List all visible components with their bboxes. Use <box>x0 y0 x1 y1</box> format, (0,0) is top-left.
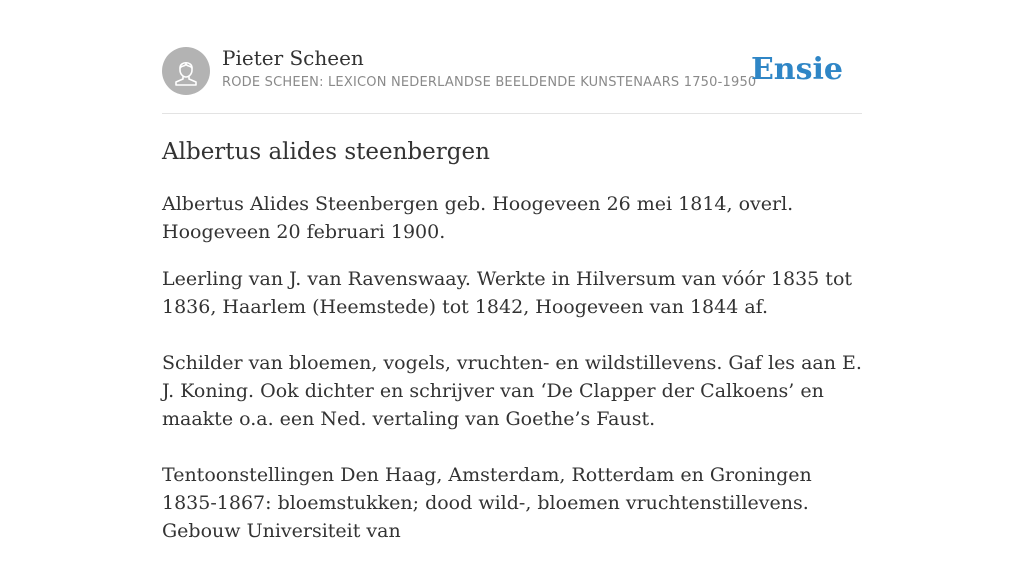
article-body <box>162 190 862 564</box>
author-avatar[interactable] <box>162 47 210 95</box>
header-divider <box>162 113 862 114</box>
author-name[interactable]: Pieter Scheen <box>222 46 364 70</box>
article-header <box>162 46 862 96</box>
body-paragraph: Leerling van J. van Ravenswaay. Werkte in Hilversum van vóór 1835 tot 1836, Haarlem (Heemstede) tot 1842, Hoogeveen van 1844 af. <box>162 268 853 318</box>
body-paragraph: Albertus Alides Steenbergen geb. Hoogeveen 26 mei 1814, overl. Hoogeveen 20 februari 1900. <box>162 193 794 243</box>
article-title: Albertus alides steenbergen <box>162 139 490 165</box>
body-paragraph: Schilder van bloemen, vogels, vruchten- en wildstillevens. Gaf les aan E. J. Koning. Ook dichter en schrijver van ‘De Clapper der Calkoens’ en maakte o.a. een Ned. vertaling van Goethe’s Faust. <box>162 352 862 430</box>
body-paragraph: Tentoonstellingen Den Haag, Amsterdam, Rotterdam en Groningen 1835-1867: bloemstukken; dood wild-, bloemen vruchtenstillevens. Gebouw Universiteit van <box>162 464 812 542</box>
ensie-logo[interactable]: Ensie <box>750 52 843 87</box>
source-title[interactable]: RODE SCHEEN: LEXICON NEDERLANDSE BEELDENDE KUNSTENAARS 1750-1950 <box>222 75 757 90</box>
user-icon <box>162 47 210 95</box>
